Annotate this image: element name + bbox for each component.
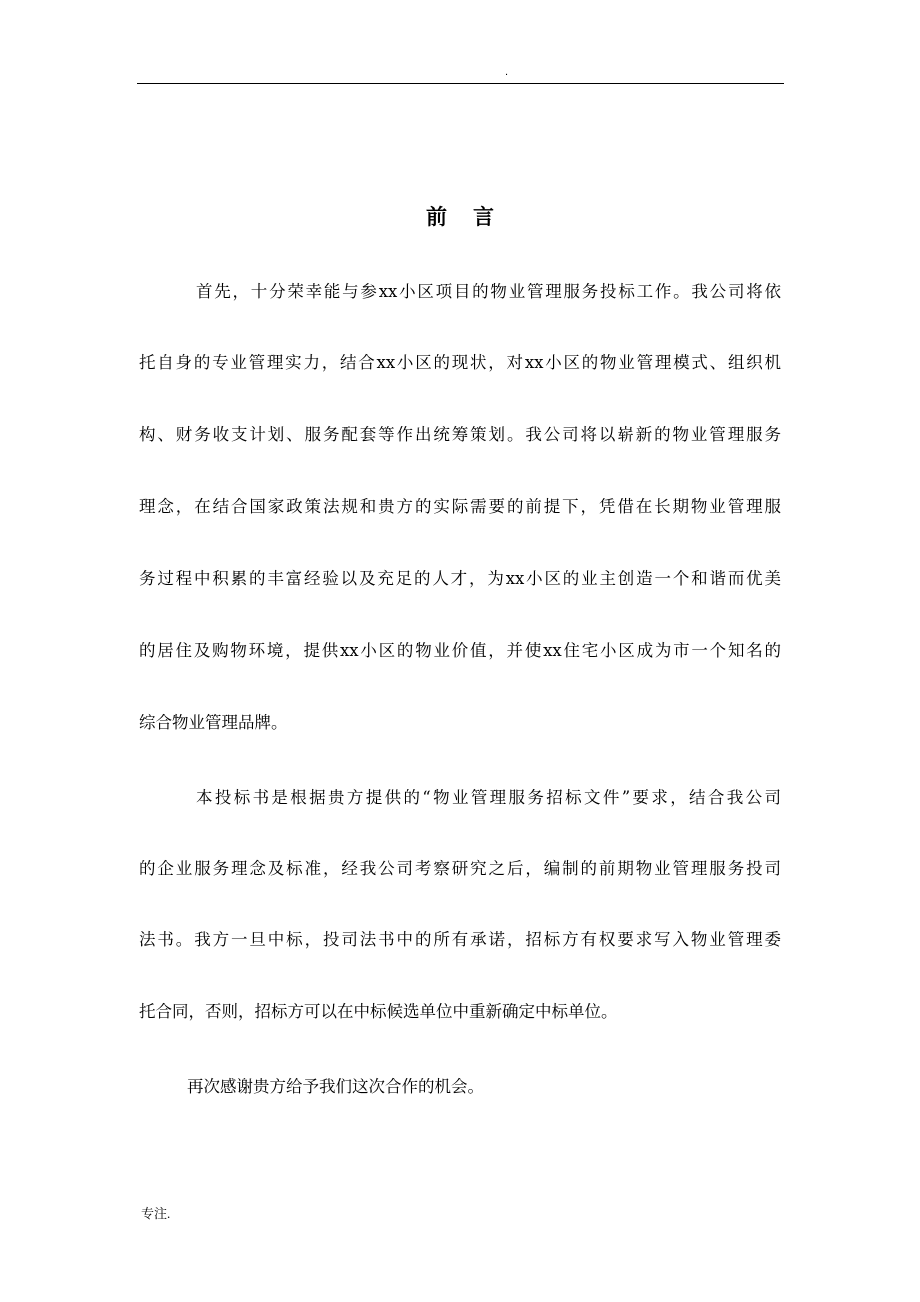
paragraph-2-line-3: 法书。我方一旦中标，投司法书中的所有承诺，招标方有权要求写入物业管理委: [139, 930, 781, 949]
paragraph-1-line-6: 的居住及购物环境，提供xx小区的物业价值，并使xx住宅小区成为市一个知名的: [139, 641, 781, 660]
paragraph-1-line-4: 理念，在结合国家政策法规和贵方的实际需要的前提下，凭借在长期物业管理服: [139, 497, 781, 516]
header-mark: .: [505, 66, 509, 78]
paragraph-1-line-5: 务过程中积累的丰富经验以及充足的人才，为xx小区的业主创造一个和谐而优美: [139, 569, 781, 588]
paragraph-2-line-1: 本投标书是根据贵方提供的“物业管理服务招标文件”要求，结合我公司: [196, 788, 781, 807]
paragraph-1-line-2: 托自身的专业管理实力，结合xx小区的现状，对xx小区的物业管理模式、组织机: [139, 353, 781, 372]
header-rule: [137, 83, 784, 84]
paragraph-3-line-1: 再次感谢贵方给予我们这次合作的机会。: [187, 1077, 484, 1096]
paragraph-1-line-1: 首先，十分荣幸能与参xx小区项目的物业管理服务投标工作。我公司将依: [196, 282, 781, 301]
footer-note: 专注.: [141, 1206, 171, 1221]
paragraph-1-line-7: 综合物业管理品牌。: [139, 713, 288, 732]
page-title: 前言: [426, 204, 520, 229]
paragraph-2-line-4: 托合同，否则，招标方可以在中标候选单位中重新确定中标单位。: [139, 1002, 618, 1021]
paragraph-2-line-2: 的企业服务理念及标准，经我公司考察研究之后，编制的前期物业管理服务投司: [139, 859, 781, 878]
paragraph-1-line-3: 构、财务收支计划、服务配套等作出统筹策划。我公司将以崭新的物业管理服务: [139, 425, 781, 444]
